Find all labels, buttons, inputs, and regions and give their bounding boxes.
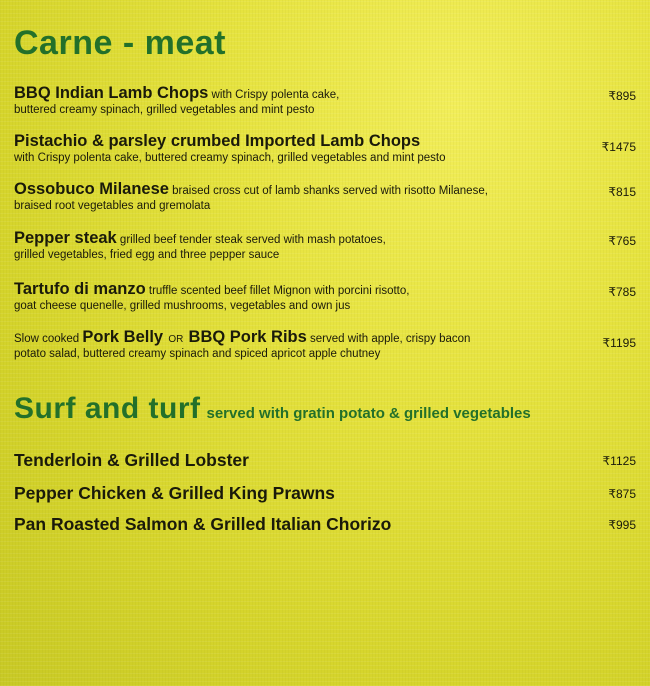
surf-section-title [14, 392, 531, 426]
item-name: Ossobuco Milanese [14, 180, 169, 198]
carne-section-title: Carne - meat [14, 24, 226, 62]
item-desc: truffle scented beef fillet Mignon with porcini risotto, [145, 285, 410, 297]
menu-item [14, 134, 636, 166]
item-price: ₹815 [608, 185, 636, 199]
item-desc: braised cross cut of lamb shanks served with risotto Milanese, [168, 185, 488, 197]
item-desc: grilled beef tender steak served with mash potatoes, [116, 234, 386, 246]
item-desc: potato salad, buttered creamy spinach and spiced apricot apple chutney [14, 348, 381, 360]
item-price: ₹785 [608, 285, 636, 299]
item-price: ₹1125 [602, 454, 636, 468]
item-price: ₹1195 [602, 336, 636, 350]
item-name: Pepper Chicken & Grilled King Prawns [14, 483, 335, 503]
menu-item [14, 231, 636, 263]
item-price: ₹1475 [601, 140, 636, 154]
item-name: Pork Belly [82, 328, 164, 346]
item-desc: with Crispy polenta cake, [208, 89, 340, 101]
menu-item [14, 483, 636, 504]
item-prefix: Slow cooked [14, 333, 83, 345]
menu-item-pork [14, 330, 636, 362]
menu-item [14, 450, 636, 471]
surf-title-text: Surf and turf [14, 392, 201, 425]
or-text: OR [168, 334, 184, 345]
item-name: BBQ Indian Lamb Chops [14, 84, 209, 102]
item-desc: goat cheese quenelle, grilled mushrooms, vegetables and own jus [14, 300, 351, 312]
menu-item [14, 282, 636, 314]
item-desc: served with apple, crispy bacon [306, 333, 471, 345]
item-name: Pistachio & parsley crumbed Imported Lamb Chops [14, 132, 421, 150]
surf-subtitle: served with gratin potato & grilled vegetables [206, 405, 531, 422]
item-price: ₹875 [608, 487, 636, 501]
item-desc: with Crispy polenta cake, buttered creamy spinach, grilled vegetables and mint pesto [14, 152, 446, 164]
menu-item [14, 86, 636, 118]
item-name: BBQ Pork Ribs [188, 328, 307, 346]
item-name: Tenderloin & Grilled Lobster [14, 450, 249, 470]
item-price: ₹765 [608, 234, 636, 248]
menu-item [14, 514, 636, 535]
item-desc: braised root vegetables and gremolata [14, 200, 211, 212]
item-price: ₹995 [608, 518, 636, 532]
item-name: Tartufo di manzo [14, 280, 146, 298]
item-name: Pepper steak [14, 229, 117, 247]
menu-item [14, 182, 636, 214]
item-name: Pan Roasted Salmon & Grilled Italian Chorizo [14, 514, 392, 534]
item-price: ₹895 [608, 89, 636, 103]
item-desc: buttered creamy spinach, grilled vegetables and mint pesto [14, 104, 315, 116]
item-desc: grilled vegetables, fried egg and three pepper sauce [14, 249, 280, 261]
